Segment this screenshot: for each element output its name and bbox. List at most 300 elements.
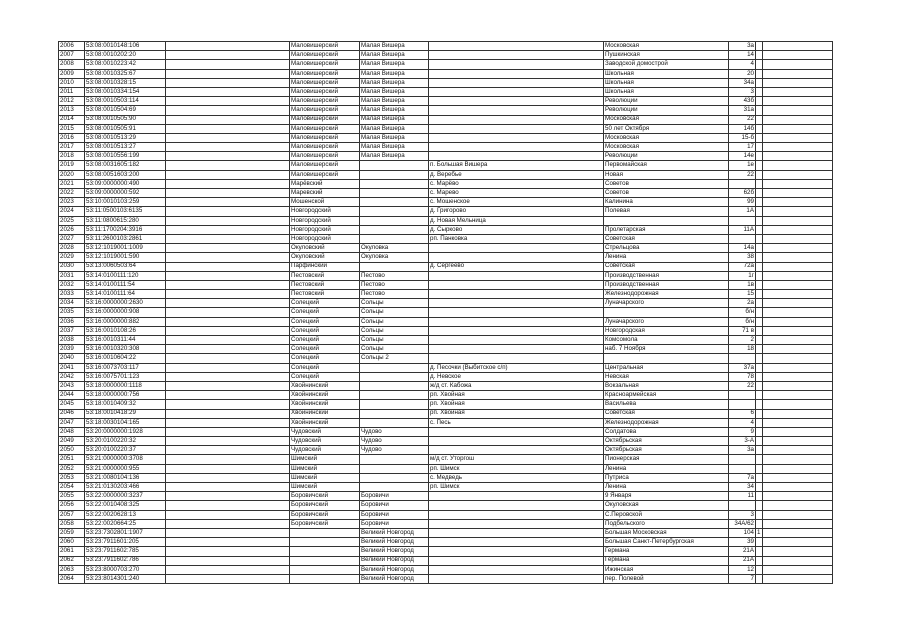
extra-cell-cell xyxy=(763,519,833,528)
building-cell xyxy=(756,538,763,547)
building-cell xyxy=(756,69,763,78)
table-row xyxy=(59,409,833,418)
district-cell: Чудовский xyxy=(290,427,360,436)
extra-cell-cell xyxy=(763,437,833,446)
house-number-cell xyxy=(729,455,756,464)
row-number-cell: 2023 xyxy=(59,198,85,207)
district-cell: Маловишерский xyxy=(290,97,360,106)
blank-cell-cell xyxy=(166,51,290,60)
district-cell: Маловишерский xyxy=(290,170,360,179)
locality-cell: д. Григорово xyxy=(429,207,604,216)
street-cell xyxy=(604,308,729,317)
row-number-cell: 2034 xyxy=(59,299,85,308)
city-cell: Чудово xyxy=(360,427,429,436)
table-row xyxy=(59,381,833,390)
blank-cell-cell xyxy=(166,42,290,51)
street-cell: Луначарского xyxy=(604,317,729,326)
street-cell: Невская xyxy=(604,372,729,381)
row-number-cell: 2038 xyxy=(59,336,85,345)
city-cell: Малая Вишера xyxy=(360,51,429,60)
row-number-cell: 2031 xyxy=(59,271,85,280)
city-cell xyxy=(360,207,429,216)
cadastral-number-cell: 53:16:0010320:308 xyxy=(85,345,166,354)
house-number-cell: 14а xyxy=(729,244,756,253)
street-cell: Ленина xyxy=(604,464,729,473)
building-cell xyxy=(756,97,763,106)
extra-cell-cell xyxy=(763,216,833,225)
blank-cell-cell xyxy=(166,179,290,188)
building-cell xyxy=(756,189,763,198)
blank-cell-cell xyxy=(166,418,290,427)
cadastral-number-cell: 53:08:0010513:29 xyxy=(85,133,166,142)
city-cell: Боровичи xyxy=(360,510,429,519)
cadastral-number-cell: 53:08:0010503:114 xyxy=(85,97,166,106)
locality-cell: д. Новая Мельница xyxy=(429,216,604,225)
row-number-cell: 2058 xyxy=(59,519,85,528)
cadastral-number-cell: 53:16:0010604:22 xyxy=(85,354,166,363)
street-cell: Ижинская xyxy=(604,565,729,574)
house-number-cell: 22 xyxy=(729,115,756,124)
table-row xyxy=(59,446,833,455)
row-number-cell: 2008 xyxy=(59,60,85,69)
table-row xyxy=(59,372,833,381)
extra-cell-cell xyxy=(763,345,833,354)
blank-cell-cell xyxy=(166,437,290,446)
row-number-cell: 2019 xyxy=(59,161,85,170)
district-cell: Новгородский xyxy=(290,225,360,234)
house-number-cell: 78 xyxy=(729,372,756,381)
blank-cell-cell xyxy=(166,253,290,262)
building-cell xyxy=(756,280,763,289)
cadastral-number-cell: 53:08:0010325:67 xyxy=(85,69,166,78)
building-cell xyxy=(756,124,763,133)
blank-cell-cell xyxy=(166,271,290,280)
house-number-cell: 22 xyxy=(729,381,756,390)
street-cell: Железнодорожная xyxy=(604,418,729,427)
row-number-cell: 2057 xyxy=(59,510,85,519)
street-cell: Германа xyxy=(604,556,729,565)
row-number-cell: 2026 xyxy=(59,225,85,234)
house-number-cell: 7а xyxy=(729,473,756,482)
cadastral-number-cell: 53:08:0010223:42 xyxy=(85,60,166,69)
city-cell: Малая Вишера xyxy=(360,106,429,115)
district-cell: Маловишерский xyxy=(290,60,360,69)
locality-cell xyxy=(429,106,604,115)
blank-cell-cell xyxy=(166,280,290,289)
extra-cell-cell xyxy=(763,510,833,519)
table-row xyxy=(59,455,833,464)
extra-cell-cell xyxy=(763,280,833,289)
building-cell xyxy=(756,574,763,583)
table-row xyxy=(59,42,833,51)
street-cell: Луначарского xyxy=(604,299,729,308)
house-number-cell: 99 xyxy=(729,198,756,207)
cadastral-number-cell: 53:11:1700204:3916 xyxy=(85,225,166,234)
house-number-cell: 34а xyxy=(729,78,756,87)
city-cell: Сольцы xyxy=(360,326,429,335)
street-cell: Заводской домострой xyxy=(604,60,729,69)
locality-cell: м/д ст. Уторгош xyxy=(429,455,604,464)
blank-cell-cell xyxy=(166,299,290,308)
extra-cell-cell xyxy=(763,473,833,482)
street-cell: Школьная xyxy=(604,78,729,87)
blank-cell-cell xyxy=(166,262,290,271)
street-cell: Советская xyxy=(604,234,729,243)
extra-cell-cell xyxy=(763,538,833,547)
building-cell xyxy=(756,170,763,179)
house-number-cell: 1в xyxy=(729,280,756,289)
row-number-cell: 2048 xyxy=(59,427,85,436)
row-number-cell: 2006 xyxy=(59,42,85,51)
building-cell xyxy=(756,519,763,528)
street-cell: Окуловская xyxy=(604,501,729,510)
cadastral-number-cell: 53:08:0010328:15 xyxy=(85,78,166,87)
cadastral-number-cell: 53:11:0500103:6135 xyxy=(85,207,166,216)
cadastral-number-cell: 53:23:7911601:205 xyxy=(85,538,166,547)
locality-cell: с. Медведь xyxy=(429,473,604,482)
blank-cell-cell xyxy=(166,216,290,225)
locality-cell xyxy=(429,69,604,78)
row-number-cell: 2059 xyxy=(59,528,85,537)
cadastral-number-cell: 53:08:0010148:106 xyxy=(85,42,166,51)
street-cell: Производственная xyxy=(604,280,729,289)
house-number-cell xyxy=(729,354,756,363)
row-number-cell: 2051 xyxy=(59,455,85,464)
locality-cell xyxy=(429,299,604,308)
extra-cell-cell xyxy=(763,299,833,308)
locality-cell: рп. Хвойная xyxy=(429,409,604,418)
house-number-cell: 21А xyxy=(729,547,756,556)
city-cell xyxy=(360,161,429,170)
district-cell xyxy=(290,556,360,565)
locality-cell: д. Веребье xyxy=(429,170,604,179)
table-row xyxy=(59,179,833,188)
district-cell: Солецкий xyxy=(290,372,360,381)
district-cell: Маловишерский xyxy=(290,115,360,124)
city-cell: Великий Новгород xyxy=(360,528,429,537)
district-cell: Солецкий xyxy=(290,326,360,335)
house-number-cell: 34А/62 xyxy=(729,519,756,528)
extra-cell-cell xyxy=(763,574,833,583)
row-number-cell: 2056 xyxy=(59,501,85,510)
district-cell: Пестовский xyxy=(290,280,360,289)
table-row xyxy=(59,317,833,326)
table-row xyxy=(59,87,833,96)
house-number-cell: 1е xyxy=(729,161,756,170)
extra-cell-cell xyxy=(763,336,833,345)
house-number-cell: 15 xyxy=(729,290,756,299)
district-cell: Маревский xyxy=(290,189,360,198)
district-cell: Мошенской xyxy=(290,198,360,207)
extra-cell-cell xyxy=(763,271,833,280)
building-cell xyxy=(756,161,763,170)
street-cell: Октябрьская xyxy=(604,437,729,446)
extra-cell-cell xyxy=(763,78,833,87)
district-cell: Хвойнинский xyxy=(290,409,360,418)
blank-cell-cell xyxy=(166,115,290,124)
building-cell xyxy=(756,547,763,556)
blank-cell-cell xyxy=(166,170,290,179)
building-cell xyxy=(756,363,763,372)
extra-cell-cell xyxy=(763,409,833,418)
table-row xyxy=(59,556,833,565)
locality-cell xyxy=(429,271,604,280)
city-cell xyxy=(360,381,429,390)
blank-cell-cell xyxy=(166,510,290,519)
city-cell: Великий Новгород xyxy=(360,538,429,547)
district-cell: Окуловский xyxy=(290,244,360,253)
city-cell xyxy=(360,262,429,271)
table-row xyxy=(59,528,833,537)
locality-cell: рп. Хвойная xyxy=(429,400,604,409)
cadastral-number-cell: 53:08:0010504:69 xyxy=(85,106,166,115)
building-cell xyxy=(756,234,763,243)
table-row xyxy=(59,326,833,335)
row-number-cell: 2018 xyxy=(59,152,85,161)
house-number-cell: 7 xyxy=(729,574,756,583)
city-cell xyxy=(360,483,429,492)
table-row xyxy=(59,170,833,179)
street-cell: Первомайская xyxy=(604,161,729,170)
cadastral-number-cell: 53:12:1019001:590 xyxy=(85,253,166,262)
row-number-cell: 2007 xyxy=(59,51,85,60)
blank-cell-cell xyxy=(166,528,290,537)
city-cell: Чудово xyxy=(360,437,429,446)
building-cell xyxy=(756,345,763,354)
blank-cell-cell xyxy=(166,556,290,565)
house-number-cell: 71 в xyxy=(729,326,756,335)
district-cell: Парфинский xyxy=(290,262,360,271)
city-cell: Пестово xyxy=(360,280,429,289)
cadastral-number-cell: 53:23:8014301:240 xyxy=(85,574,166,583)
blank-cell-cell xyxy=(166,427,290,436)
extra-cell-cell xyxy=(763,400,833,409)
locality-cell xyxy=(429,317,604,326)
street-cell: С.Перовской xyxy=(604,510,729,519)
city-cell: Пестово xyxy=(360,290,429,299)
locality-cell xyxy=(429,427,604,436)
city-cell: Малая Вишера xyxy=(360,78,429,87)
extra-cell-cell xyxy=(763,225,833,234)
cadastral-number-cell: 53:10:0010103:259 xyxy=(85,198,166,207)
cadastral-number-cell: 53:18:0010409:32 xyxy=(85,400,166,409)
table-row xyxy=(59,501,833,510)
table-row xyxy=(59,280,833,289)
cadastral-number-cell: 53:18:0030104:165 xyxy=(85,418,166,427)
blank-cell-cell xyxy=(166,547,290,556)
street-cell: Калинина xyxy=(604,198,729,207)
register-table xyxy=(58,41,833,584)
extra-cell-cell xyxy=(763,124,833,133)
building-cell xyxy=(756,290,763,299)
building-cell xyxy=(756,60,763,69)
cadastral-number-cell: 53:22:0020628:13 xyxy=(85,510,166,519)
house-number-cell: 18 xyxy=(729,345,756,354)
cadastral-number-cell: 53:16:0000000:908 xyxy=(85,308,166,317)
district-cell: Маловишерский xyxy=(290,152,360,161)
blank-cell-cell xyxy=(166,69,290,78)
extra-cell-cell xyxy=(763,189,833,198)
district-cell: Солецкий xyxy=(290,336,360,345)
building-cell xyxy=(756,492,763,501)
cadastral-number-cell: 53:22:0020664:25 xyxy=(85,519,166,528)
cadastral-number-cell: 53:16:0000000:2630 xyxy=(85,299,166,308)
district-cell: Маловишерский xyxy=(290,143,360,152)
street-cell: Железнодорожная xyxy=(604,290,729,299)
house-number-cell: 22 xyxy=(729,170,756,179)
row-number-cell: 2055 xyxy=(59,492,85,501)
locality-cell xyxy=(429,124,604,133)
building-cell xyxy=(756,179,763,188)
district-cell: Маловишерский xyxy=(290,124,360,133)
extra-cell-cell xyxy=(763,418,833,427)
extra-cell-cell xyxy=(763,198,833,207)
cadastral-number-cell: 53:08:0010202:20 xyxy=(85,51,166,60)
building-cell xyxy=(756,133,763,142)
table-row xyxy=(59,253,833,262)
locality-cell: д. Песочки (Выбитское с/п) xyxy=(429,363,604,372)
extra-cell-cell xyxy=(763,556,833,565)
street-cell: Московская xyxy=(604,133,729,142)
extra-cell-cell xyxy=(763,372,833,381)
extra-cell-cell xyxy=(763,354,833,363)
table-body xyxy=(59,42,833,584)
locality-cell xyxy=(429,565,604,574)
house-number-cell: 72а xyxy=(729,262,756,271)
extra-cell-cell xyxy=(763,391,833,400)
row-number-cell: 2010 xyxy=(59,78,85,87)
extra-cell-cell xyxy=(763,317,833,326)
house-number-cell: 3а xyxy=(729,446,756,455)
district-cell: Чудовский xyxy=(290,446,360,455)
blank-cell-cell xyxy=(166,345,290,354)
district-cell: Боровичский xyxy=(290,519,360,528)
district-cell: Пестовский xyxy=(290,271,360,280)
locality-cell xyxy=(429,60,604,69)
house-number-cell: 3 xyxy=(729,510,756,519)
locality-cell xyxy=(429,97,604,106)
building-cell xyxy=(756,391,763,400)
locality-cell: рп. Хвойная xyxy=(429,391,604,400)
city-cell xyxy=(360,170,429,179)
district-cell: Хвойнинский xyxy=(290,418,360,427)
city-cell xyxy=(360,179,429,188)
cadastral-number-cell: 53:21:0130203:466 xyxy=(85,483,166,492)
city-cell xyxy=(360,225,429,234)
cadastral-number-cell: 53:08:0010513:27 xyxy=(85,143,166,152)
city-cell: Сольцы xyxy=(360,336,429,345)
locality-cell xyxy=(429,290,604,299)
blank-cell-cell xyxy=(166,455,290,464)
blank-cell-cell xyxy=(166,78,290,87)
locality-cell xyxy=(429,528,604,537)
row-number-cell: 2062 xyxy=(59,556,85,565)
locality-cell xyxy=(429,446,604,455)
street-cell xyxy=(604,216,729,225)
table-row xyxy=(59,418,833,427)
cadastral-number-cell: 53:20:0100220:32 xyxy=(85,437,166,446)
house-number-cell: 43б xyxy=(729,97,756,106)
table-row xyxy=(59,271,833,280)
table-row xyxy=(59,363,833,372)
district-cell: Маловишерский xyxy=(290,106,360,115)
city-cell: Пестово xyxy=(360,271,429,280)
blank-cell-cell xyxy=(166,363,290,372)
cadastral-number-cell: 53:08:0010334:154 xyxy=(85,87,166,96)
building-cell xyxy=(756,427,763,436)
street-cell: Производственная xyxy=(604,271,729,280)
district-cell: Шимский xyxy=(290,473,360,482)
building-cell xyxy=(756,409,763,418)
house-number-cell: 34 xyxy=(729,483,756,492)
city-cell: Боровичи xyxy=(360,492,429,501)
building-cell xyxy=(756,381,763,390)
cadastral-number-cell: 53:18:0000000:1118 xyxy=(85,381,166,390)
district-cell: Чудовский xyxy=(290,437,360,446)
city-cell: Чудово xyxy=(360,446,429,455)
blank-cell-cell xyxy=(166,354,290,363)
table-row xyxy=(59,216,833,225)
city-cell: Малая Вишера xyxy=(360,60,429,69)
house-number-cell: 12 xyxy=(729,565,756,574)
city-cell xyxy=(360,400,429,409)
district-cell xyxy=(290,547,360,556)
row-number-cell: 2013 xyxy=(59,106,85,115)
district-cell: Солецкий xyxy=(290,308,360,317)
locality-cell xyxy=(429,519,604,528)
row-number-cell: 2029 xyxy=(59,253,85,262)
blank-cell-cell xyxy=(166,143,290,152)
cadastral-number-cell: 53:16:0010108:26 xyxy=(85,326,166,335)
cadastral-number-cell: 53:18:0000000:756 xyxy=(85,391,166,400)
row-number-cell: 2032 xyxy=(59,280,85,289)
street-cell: Октябрьская xyxy=(604,446,729,455)
district-cell: Боровичский xyxy=(290,501,360,510)
cadastral-number-cell: 53:14:0100111:120 xyxy=(85,271,166,280)
street-cell: Пушкинская xyxy=(604,51,729,60)
table-row xyxy=(59,133,833,142)
street-cell: наб. 7 Ноября xyxy=(604,345,729,354)
city-cell: Малая Вишера xyxy=(360,133,429,142)
building-cell xyxy=(756,400,763,409)
blank-cell-cell xyxy=(166,483,290,492)
house-number-cell xyxy=(729,464,756,473)
table-row xyxy=(59,565,833,574)
city-cell xyxy=(360,473,429,482)
extra-cell-cell xyxy=(763,143,833,152)
district-cell: Шимский xyxy=(290,464,360,473)
locality-cell xyxy=(429,326,604,335)
table-row xyxy=(59,234,833,243)
extra-cell-cell xyxy=(763,308,833,317)
building-cell xyxy=(756,372,763,381)
district-cell: Солецкий xyxy=(290,363,360,372)
district-cell: Окуловский xyxy=(290,253,360,262)
cadastral-number-cell: 53:08:0051603:200 xyxy=(85,170,166,179)
city-cell: Окуловка xyxy=(360,253,429,262)
locality-cell xyxy=(429,133,604,142)
building-cell xyxy=(756,299,763,308)
blank-cell-cell xyxy=(166,565,290,574)
street-cell: 9 Января xyxy=(604,492,729,501)
blank-cell-cell xyxy=(166,519,290,528)
house-number-cell: 2а xyxy=(729,299,756,308)
row-number-cell: 2064 xyxy=(59,574,85,583)
blank-cell-cell xyxy=(166,326,290,335)
street-cell: Вокзальная xyxy=(604,381,729,390)
cadastral-number-cell: 53:16:0010311:44 xyxy=(85,336,166,345)
row-number-cell: 2045 xyxy=(59,400,85,409)
